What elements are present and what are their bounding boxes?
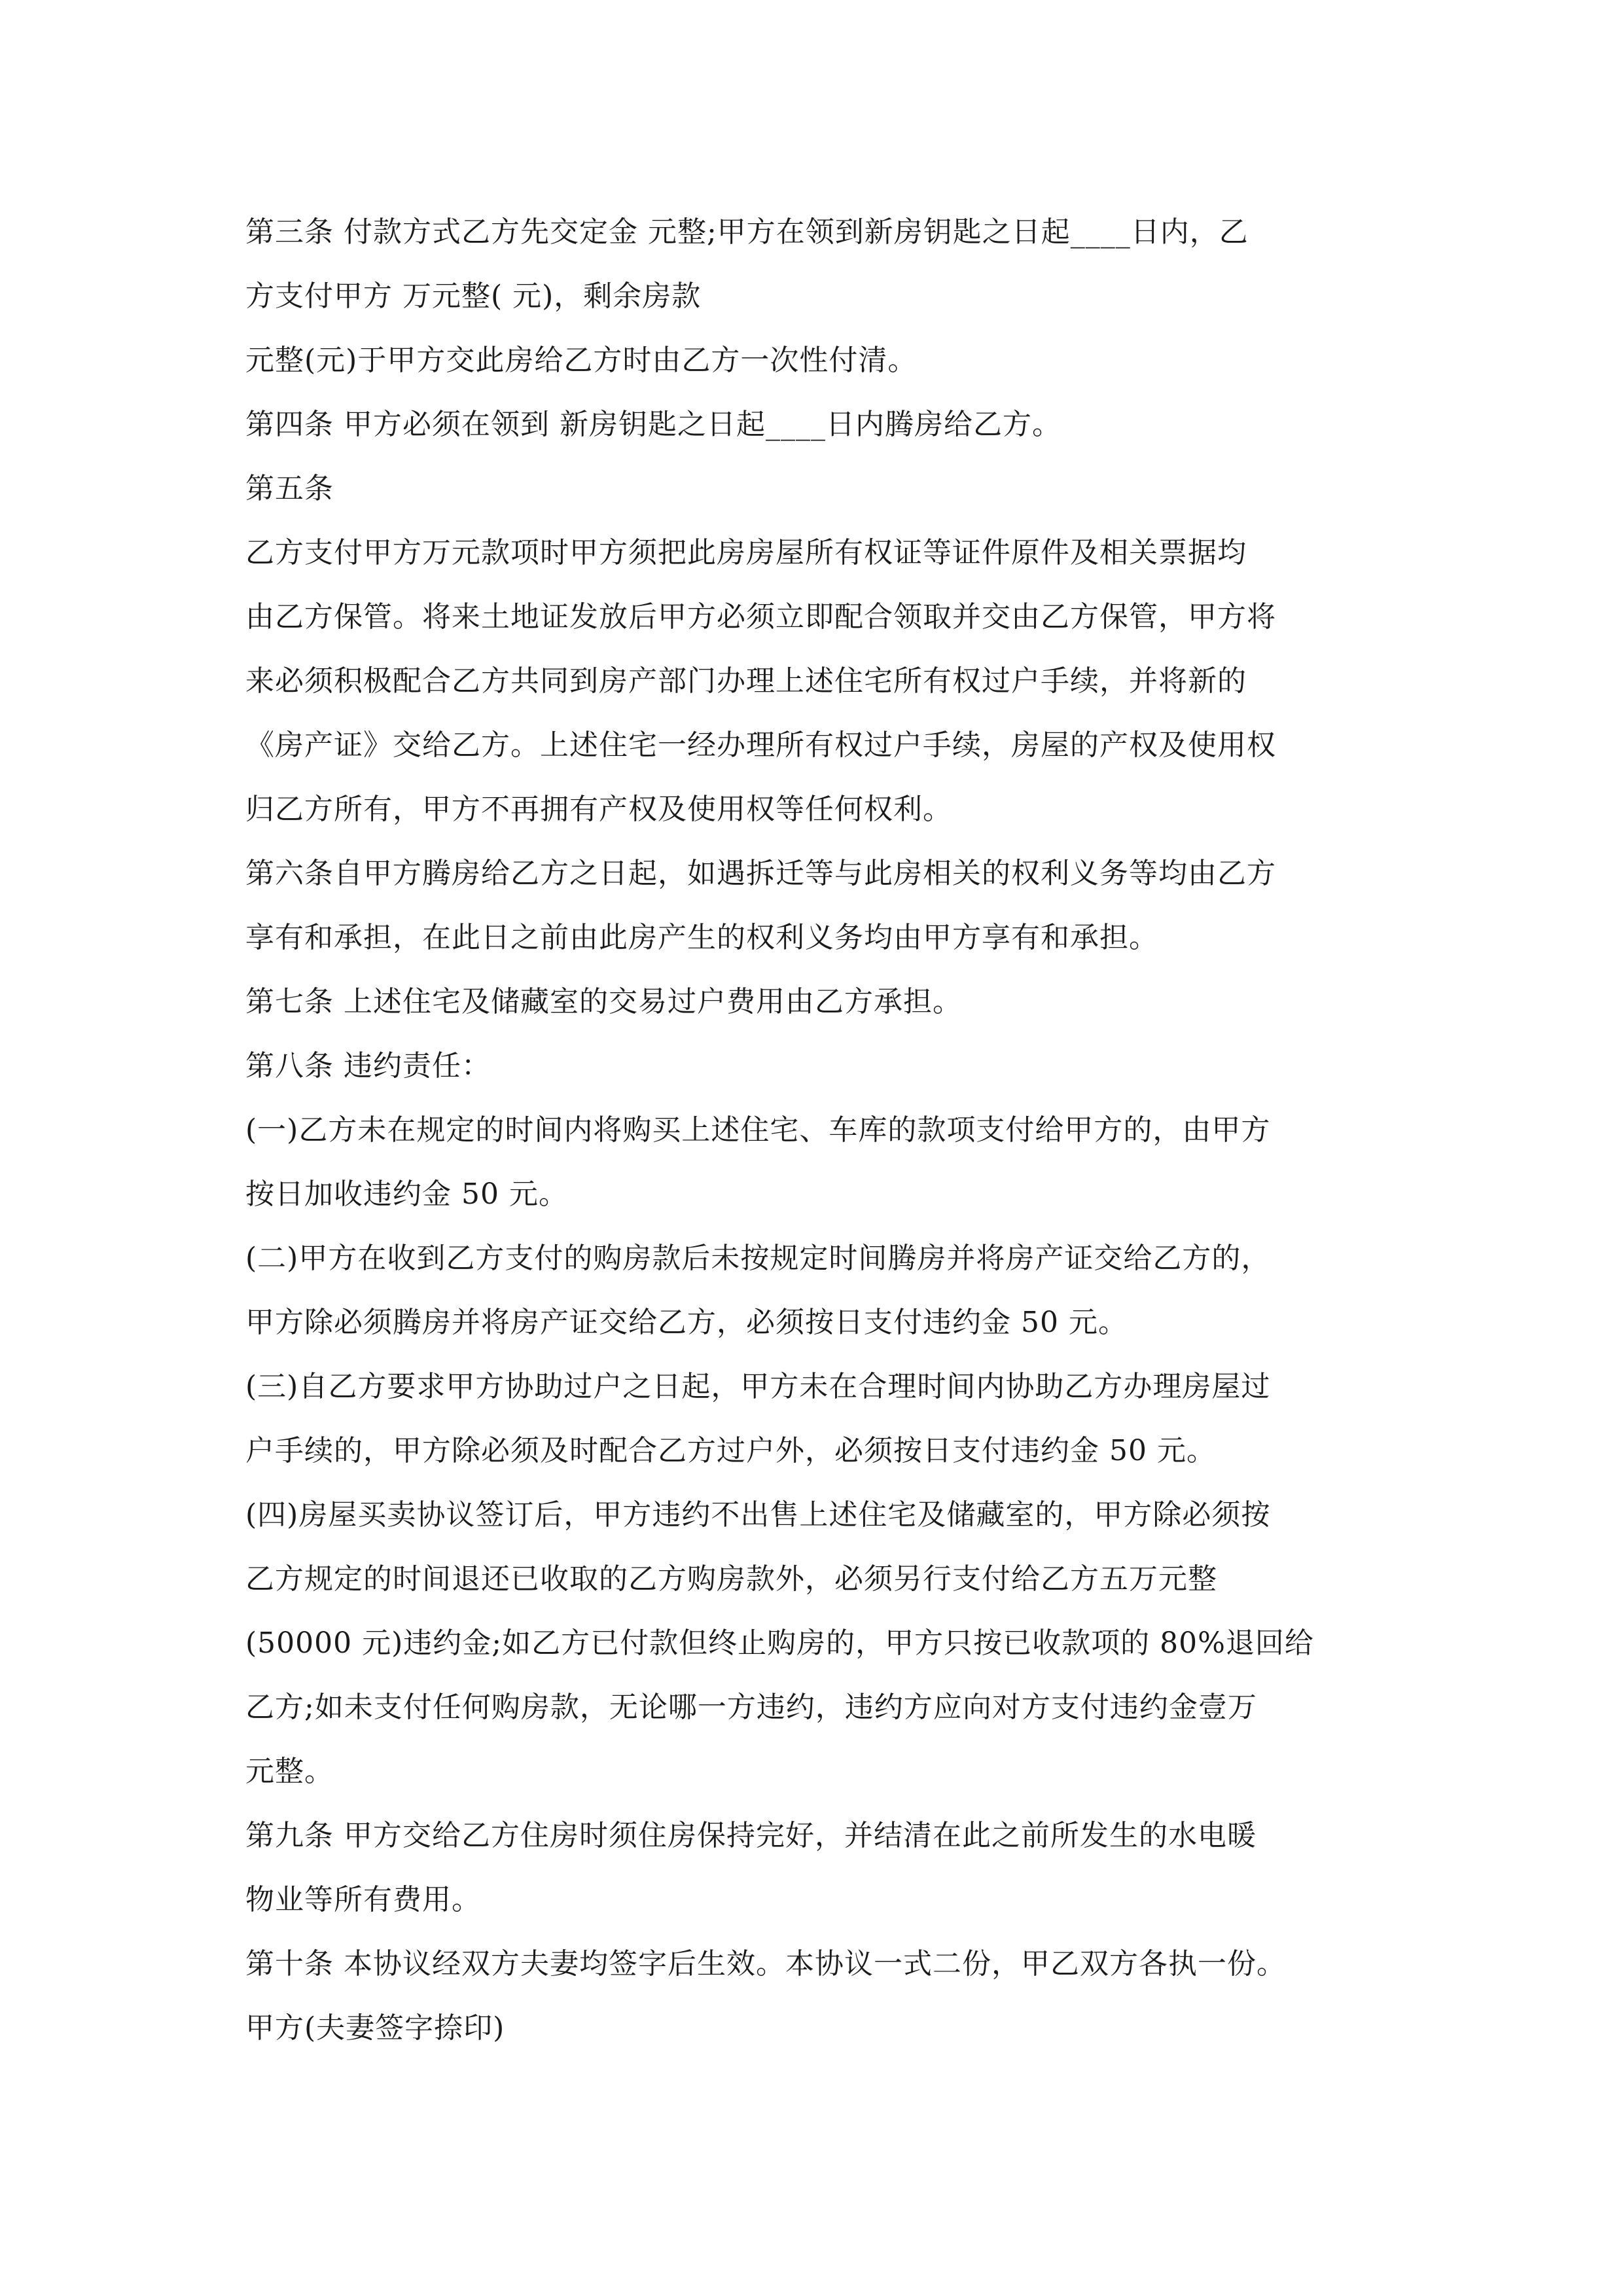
text-line: 乙方规定的时间退还已收取的乙方购房款外，必须另行支付给乙方五万元整 xyxy=(245,1562,1217,1596)
text-line: 第九条 甲方交给乙方住房时须住房保持完好，并结清在此之前所发生的水电暖 xyxy=(245,1819,1257,1852)
text-line: 享有和承担，在此日之前由此房产生的权利义务均由甲方享有和承担。 xyxy=(245,921,1158,954)
text-line: 第五条 xyxy=(245,472,334,505)
text-line: 元整(元)于甲方交此房给乙方时由乙方一次性付清。 xyxy=(245,344,918,377)
text-line: 方支付甲方 万元整( 元)，剩余房款 xyxy=(245,279,702,313)
text-line: 甲方(夫妻签字捺印) xyxy=(245,2011,505,2045)
text-line: 归乙方所有，甲方不再拥有产权及使用权等任何权利。 xyxy=(245,793,952,826)
contract-body xyxy=(245,200,1371,2060)
text-line: 第七条 上述住宅及储藏室的交易过户费用由乙方承担。 xyxy=(245,985,962,1018)
text-line: 物业等所有费用。 xyxy=(245,1883,481,1916)
text-line: 乙方;如未支付任何购房款，无论哪一方违约，违约方应向对方支付违约金壹万 xyxy=(245,1691,1257,1724)
text-line: 乙方支付甲方万元款项时甲方须把此房房屋所有权证等证件原件及相关票据均 xyxy=(245,536,1247,569)
text-line: 按日加收违约金 50 元。 xyxy=(245,1177,568,1211)
text-line: 第六条自甲方腾房给乙方之日起，如遇拆迁等与此房相关的权利义务等均由乙方 xyxy=(245,857,1276,890)
text-line: 第四条 甲方必须在领到 新房钥匙之日起____日内腾房给乙方。 xyxy=(245,408,1061,441)
text-line: 元整。 xyxy=(245,1755,334,1788)
text-line: 来必须积极配合乙方共同到房产部门办理上述住宅所有权过户手续，并将新的 xyxy=(245,664,1247,698)
text-line: 甲方除必须腾房并将房产证交给乙方，必须按日支付违约金 50 元。 xyxy=(245,1306,1128,1339)
text-line: (三)自乙方要求甲方协助过户之日起，甲方未在合理时间内协助乙方办理房屋过 xyxy=(245,1370,1271,1403)
text-line: 第十条 本协议经双方夫妻均签字后生效。本协议一式二份，甲乙双方各执一份。 xyxy=(245,1947,1286,1981)
text-line: 第八条 违约责任： xyxy=(245,1049,491,1083)
text-line: 第三条 付款方式乙方先交定金 元整;甲方在领到新房钥匙之日起____日内，乙 xyxy=(245,215,1249,249)
text-line: (50000 元)违约金;如乙方已付款但终止购房的，甲方只按已收款项的 80%退回给 xyxy=(245,1626,1314,1660)
text-line: 户手续的，甲方除必须及时配合乙方过户外，必须按日支付违约金 50 元。 xyxy=(245,1434,1216,1467)
text-line: (一)乙方未在规定的时间内将购买上述住宅、车库的款项支付给甲方的，由甲方 xyxy=(245,1113,1271,1147)
text-line: 《房产证》交给乙方。上述住宅一经办理所有权过户手续，房屋的产权及使用权 xyxy=(245,728,1276,762)
text-line: (四)房屋买卖协议签订后，甲方违约不出售上述住宅及储藏室的，甲方除必须按 xyxy=(245,1498,1271,1532)
text-line: (二)甲方在收到乙方支付的购房款后未按规定时间腾房并将房产证交给乙方的， xyxy=(245,1242,1271,1275)
text-line: 由乙方保管。将来土地证发放后甲方必须立即配合领取并交由乙方保管，甲方将 xyxy=(245,600,1276,634)
